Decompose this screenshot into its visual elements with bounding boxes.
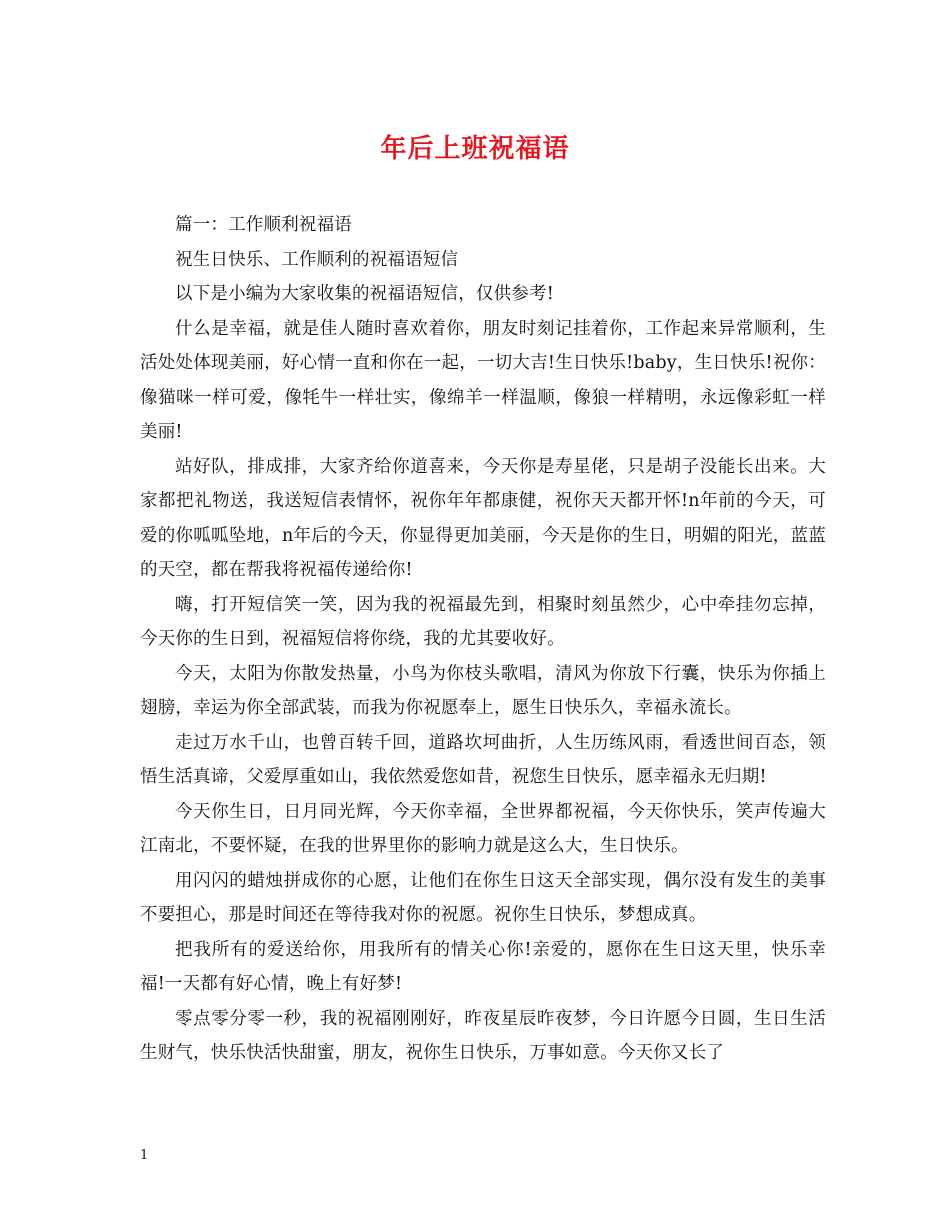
document-title: 年后上班祝福语	[380, 134, 570, 164]
paragraph: 把我所有的爱送给你，用我所有的情关心你!亲爱的，愿你在生日这天里，快乐幸福!一天都有好心情，晚上有好梦!	[140, 939, 826, 994]
paragraph: 今天，太阳为你散发热量，小鸟为你枝头歌唱，清风为你放下行囊，快乐为你插上翅膀，幸运为你全部武装，而我为你祝愿奉上，愿生日快乐久，幸福永流长。	[140, 663, 826, 718]
section-heading: 篇一：工作顺利祝福语	[175, 215, 352, 235]
paragraph: 今天你生日，日月同光辉，今天你幸福，全世界都祝福，今天你快乐，笑声传遍大江南北，不要怀疑，在我的世界里你的影响力就是这么大，生日快乐。	[140, 801, 826, 856]
paragraph: 祝生日快乐、工作顺利的祝福语短信	[175, 249, 459, 270]
paragraph: 站好队，排成排，大家齐给你道喜来，今天你是寿星佬，只是胡子没能长出来。大家都把礼物送，我送短信表情怀，祝你年年都康健，祝你天天都开怀!n年前的今天，可爱的你呱呱坠地，n年后的今天，你显得更加美丽，今天是你的生日，明媚的阳光，蓝蓝的天空，都在帮我将祝福传递给你!	[140, 456, 826, 580]
page-number: 1	[140, 1148, 149, 1163]
paragraph: 嗨，打开短信笑一笑，因为我的祝福最先到，相聚时刻虽然少，心中牵挂勿忘掉，今天你的生日到，祝福短信将你绕，我的尤其要收好。	[140, 594, 826, 649]
paragraph: 用闪闪的蜡烛拼成你的心愿，让他们在你生日这天全部实现，偶尔没有发生的美事不要担心，那是时间还在等待我对你的祝愿。祝你生日快乐，梦想成真。	[140, 870, 826, 925]
paragraph: 什么是幸福，就是佳人随时喜欢着你，朋友时刻记挂着你，工作起来异常顺利，生活处处体现美丽，好心情一直和你在一起，一切大吉!生日快乐!baby，生日快乐!祝你：像猫咪一样可爱，像牦牛一样壮实，像绵羊一样温顺，像狼一样精明，永远像彩虹一样美丽!	[140, 318, 826, 442]
paragraph: 零点零分零一秒，我的祝福刚刚好，昨夜星辰昨夜梦，今日许愿今日圆，生日生活生财气，快乐快活快甜蜜，朋友，祝你生日快乐，万事如意。今天你又长了	[140, 1008, 826, 1063]
document-body	[140, 208, 826, 1071]
paragraph: 走过万水千山，也曾百转千回，道路坎坷曲折，人生历练风雨，看透世间百态，领悟生活真谛，父爱厚重如山，我依然爱您如昔，祝您生日快乐，愿幸福永无归期!	[140, 732, 826, 787]
paragraph: 以下是小编为大家收集的祝福语短信，仅供参考!	[175, 284, 554, 304]
